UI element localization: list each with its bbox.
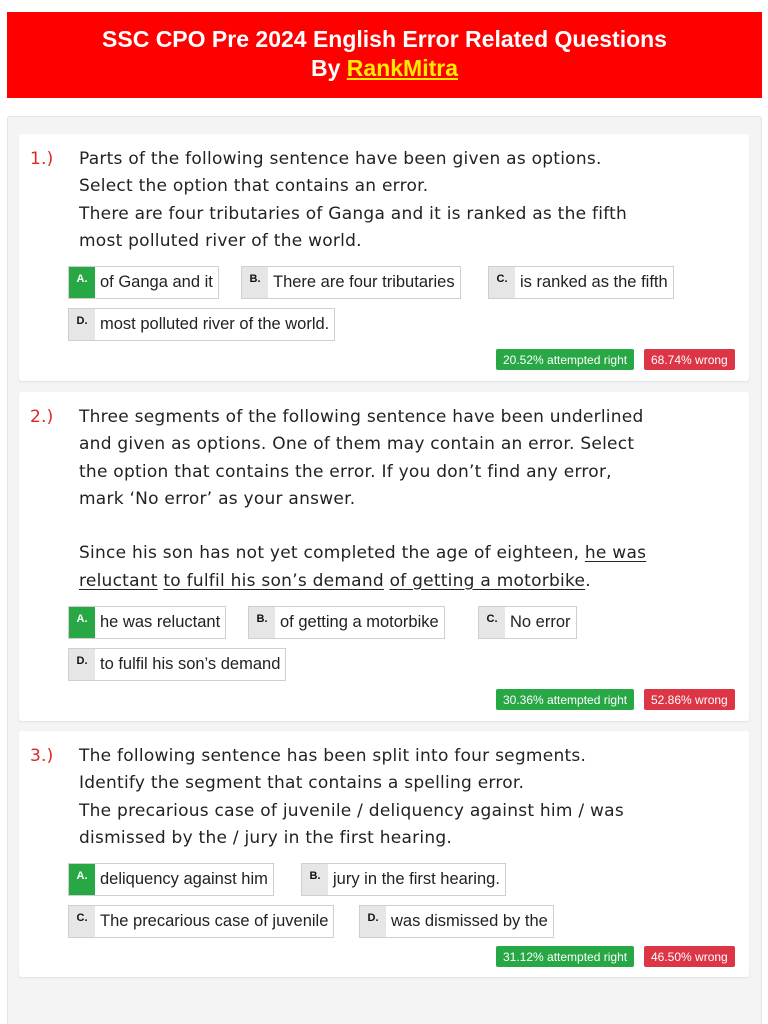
option-a[interactable] <box>68 266 219 299</box>
question-text <box>79 404 739 595</box>
option-c[interactable] <box>68 905 334 938</box>
underlined-segment-1-cont: reluctant <box>79 570 158 591</box>
option-text: most polluted river of the world. <box>100 315 330 333</box>
option-label: C. <box>479 607 505 638</box>
option-label: B. <box>242 267 268 298</box>
option-label: A. <box>69 607 95 638</box>
option-d[interactable] <box>68 648 286 681</box>
question-number: 3.) <box>30 746 54 766</box>
option-label: B. <box>249 607 275 638</box>
question-text <box>79 146 739 255</box>
underlined-segment-1: he was <box>584 543 647 564</box>
underlined-segment-3: of getting a motorbike <box>389 570 586 591</box>
underlined-segment-2: to fulfil his son’s demand <box>163 570 384 591</box>
option-label: C. <box>489 267 515 298</box>
question-line: The following sentence has been split into four segments. <box>79 746 587 766</box>
question-line: Select the option that contains an error. <box>79 176 429 197</box>
question-line: most polluted river of the world. <box>79 230 362 251</box>
question-line: and given as options. One of them may contain an error. Select <box>79 434 635 455</box>
question-line: dismissed by the / jury in the first hearing. <box>79 827 453 848</box>
question-line: There are four tributaries of Ganga and it is ranked as the fifth <box>79 203 628 224</box>
right-percentage-badge: 20.52% attempted right <box>496 349 634 370</box>
wrong-percentage-badge: 46.50% wrong <box>644 946 735 967</box>
option-text: There are four tributaries <box>273 273 455 291</box>
option-c[interactable] <box>478 606 577 639</box>
brand-link[interactable]: RankMitra <box>346 55 458 81</box>
option-text: No error <box>510 613 571 631</box>
option-text: is ranked as the fifth <box>520 273 668 291</box>
question-line: Identify the segment that contains a spelling error. <box>79 773 525 794</box>
question-number: 2.) <box>30 407 54 427</box>
option-b[interactable] <box>248 606 445 639</box>
byline-prefix: By <box>311 55 347 81</box>
question-card-2 <box>19 392 749 721</box>
question-line: mark ‘No error’ as your answer. <box>79 488 356 509</box>
option-a[interactable] <box>68 863 274 896</box>
right-percentage-badge: 31.12% attempted right <box>496 946 634 967</box>
question-line: Parts of the following sentence have been given as options. <box>79 149 602 169</box>
question-card-1 <box>19 134 749 381</box>
question-sentence <box>79 540 739 595</box>
sentence-end: . <box>585 570 591 591</box>
option-text: jury in the first hearing. <box>333 870 500 888</box>
right-percentage-badge: 30.36% attempted right <box>496 689 634 710</box>
option-d[interactable] <box>359 905 554 938</box>
option-text: to fulfil his son’s demand <box>100 655 281 673</box>
question-number: 1.) <box>30 149 54 169</box>
option-text: was dismissed by the <box>391 912 548 930</box>
question-line: the option that contains the error. If you don’t find any error, <box>79 461 612 482</box>
option-label: D. <box>360 906 386 937</box>
option-label: D. <box>69 649 95 680</box>
option-label: A. <box>69 864 95 895</box>
option-text: of Ganga and it <box>100 273 213 291</box>
question-text <box>79 743 739 852</box>
option-text: The precarious case of juvenile <box>100 912 329 930</box>
option-label: C. <box>69 906 95 937</box>
option-b[interactable] <box>241 266 461 299</box>
option-a[interactable] <box>68 606 226 639</box>
wrong-percentage-badge: 68.74% wrong <box>644 349 735 370</box>
question-card-3 <box>19 731 749 977</box>
option-b[interactable] <box>301 863 506 896</box>
page-title: SSC CPO Pre 2024 English Error Related Questions <box>102 26 667 52</box>
wrong-percentage-badge: 52.86% wrong <box>644 689 735 710</box>
option-label: B. <box>302 864 328 895</box>
option-d[interactable] <box>68 308 335 341</box>
byline <box>7 54 762 83</box>
option-text: he was reluctant <box>100 613 221 631</box>
question-line: The precarious case of juvenile / deliquency against him / was <box>79 800 624 821</box>
sentence-plain: Since his son has not yet completed the age of eighteen, <box>79 543 585 564</box>
question-line: Three segments of the following sentence have been underlined <box>79 407 644 427</box>
page-header <box>7 12 762 98</box>
option-c[interactable] <box>488 266 674 299</box>
option-label: D. <box>69 309 95 340</box>
option-text: deliquency against him <box>100 870 268 888</box>
option-label: A. <box>69 267 95 298</box>
option-text: of getting a motorbike <box>280 613 439 631</box>
